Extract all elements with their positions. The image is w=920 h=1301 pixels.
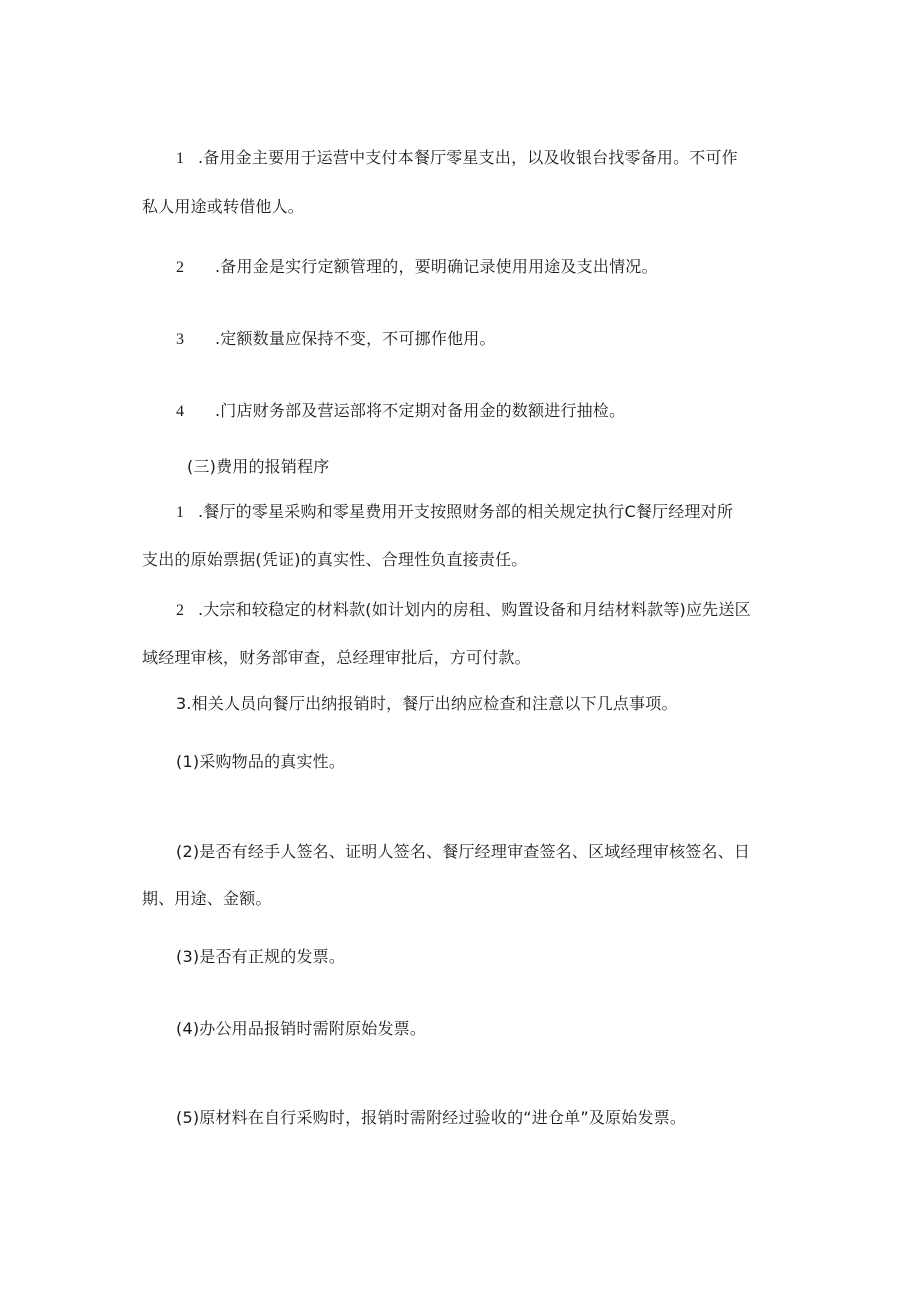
subitem-text: (3)是否有正规的发票。	[176, 947, 346, 966]
item-number: 3	[176, 331, 185, 348]
item-text: .备用金主要用于运营中支付本餐厅零星支出，以及收银台找零备用。不可作	[198, 148, 738, 167]
item-text: .餐厅的零星采购和零星费用开支按照财务部的相关规定执行C餐厅经理对所	[198, 502, 734, 521]
section-heading: (三)费用的报销程序	[187, 457, 330, 476]
item-text-continued: 域经理审核，财务部审查，总经理审批后，方可付款。	[142, 648, 531, 667]
item-text: .门店财务部及营运部将不定期对备用金的数额进行抽检。	[215, 401, 626, 420]
item-text: .备用金是实行定额管理的，要明确记录使用用途及支出情况。	[215, 257, 658, 276]
item-text: .定额数量应保持不变，不可挪作他用。	[215, 329, 496, 348]
item-number: 2	[176, 259, 185, 276]
subitem-text: (4)办公用品报销时需附原始发票。	[176, 1019, 427, 1038]
subitem-text: (1)采购物品的真实性。	[176, 752, 346, 771]
subitem-text-continued: 期、用途、金额。	[142, 889, 272, 908]
item-text: .大宗和较稳定的材料款(如计划内的房租、购置设备和月结材料款等)应先送区	[198, 600, 751, 619]
item-number: 4	[176, 403, 185, 420]
item-text: 3.相关人员向餐厅出纳报销时，餐厅出纳应检查和注意以下几点事项。	[176, 694, 678, 713]
subitem-text: (5)原材料在自行采购时，报销时需附经过验收的“进仓单”及原始发票。	[176, 1108, 687, 1127]
item-number: 1	[176, 504, 185, 521]
item-text-continued: 支出的原始票据(凭证)的真实性、合理性负直接责任。	[142, 550, 528, 569]
subitem-text: (2)是否有经手人签名、证明人签名、餐厅经理审查签名、区域经理审核签名、日	[176, 842, 751, 861]
item-number: 2	[176, 602, 185, 619]
item-text-continued: 私人用途或转借他人。	[142, 197, 305, 216]
item-number: 1	[176, 150, 185, 167]
